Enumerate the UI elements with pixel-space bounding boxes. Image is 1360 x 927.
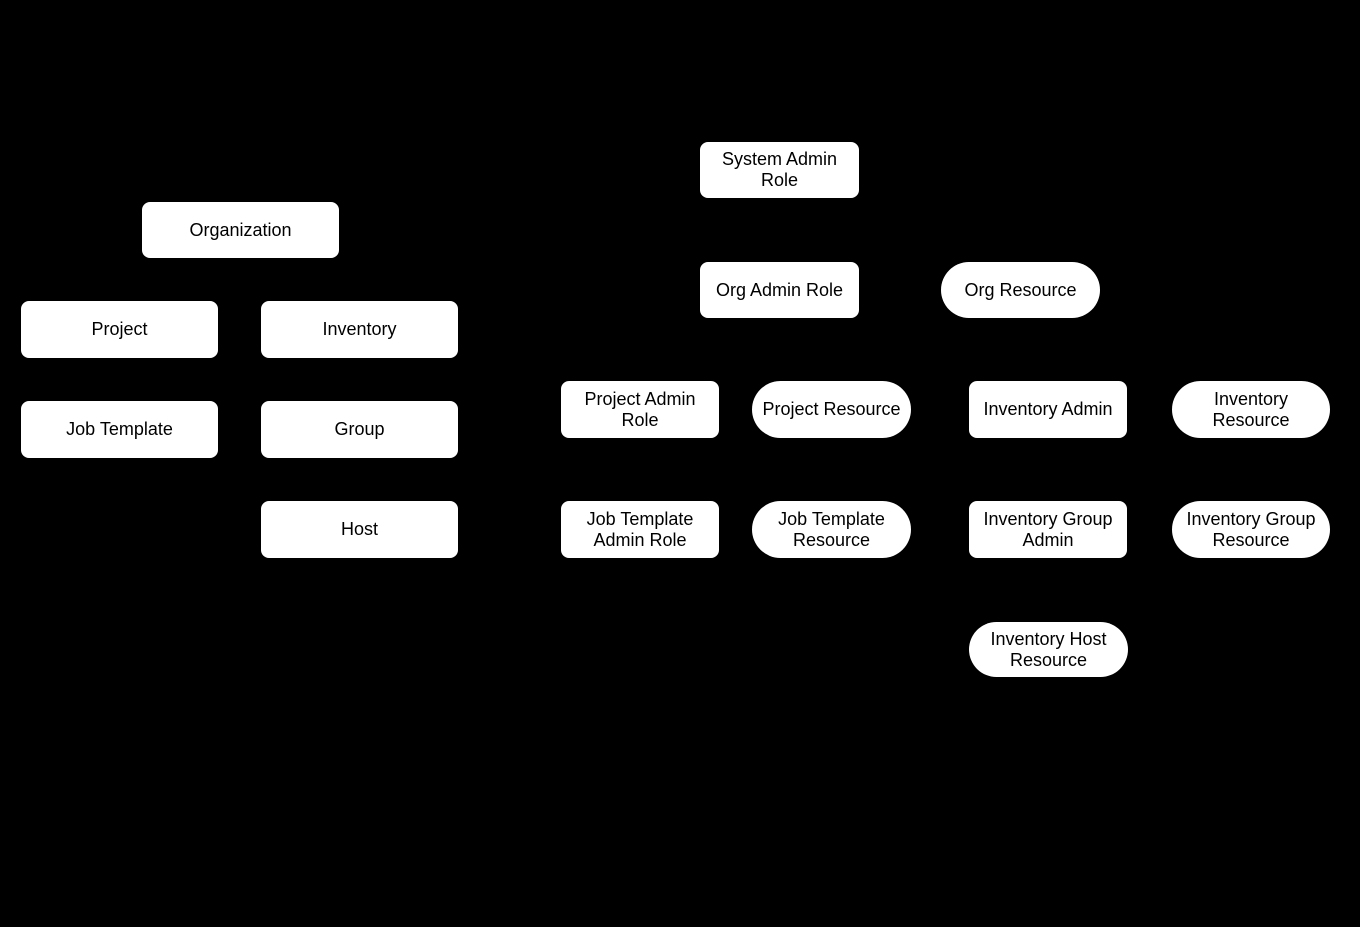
node-job-template-admin-role-label-line2: Admin Role (593, 529, 687, 550)
node-organization-label: Organization (189, 219, 292, 240)
node-org-resource-label: Org Resource (964, 279, 1077, 300)
node-system-admin-role-label-line1: System Admin (721, 149, 838, 169)
node-project-admin-role (561, 381, 719, 438)
node-inventory-group-admin (969, 501, 1127, 558)
node-group-label: Group (334, 419, 385, 439)
node-project-resource-label: Project Resource (762, 399, 901, 419)
node-inventory (261, 301, 458, 358)
node-inventory-group-resource-label-line2: Resource (1212, 529, 1290, 550)
node-organization (142, 202, 339, 258)
node-job-template-label: Job Template (66, 419, 173, 439)
node-project-admin-role-label-line1: Project Admin (584, 388, 696, 409)
node-inventory-host-resource-label-line2: Resource (1009, 649, 1088, 670)
node-project (21, 301, 218, 358)
node-host-label: Host (340, 519, 378, 539)
node-inventory-group-admin-label-line1: Inventory Group (983, 508, 1113, 529)
node-inventory-resource-label-line2: Resource (1212, 409, 1290, 430)
node-org-admin-role-label: Org Admin Role (715, 279, 844, 300)
node-job-template-admin-role (561, 501, 719, 558)
node-inventory-admin-label: Inventory Admin (983, 399, 1113, 419)
node-project-admin-role-label-line2: Role (621, 409, 659, 430)
node-project-label: Project (91, 319, 148, 339)
node-job-template-admin-role-label-line1: Job Template (586, 508, 694, 529)
node-inventory-group-admin-label-line2: Admin (1022, 529, 1074, 550)
node-system-admin-role (700, 142, 859, 198)
node-inventory-host-resource (969, 622, 1128, 677)
node-inventory-admin (969, 381, 1127, 438)
node-inventory-group-resource (1172, 501, 1330, 558)
node-job-template-resource-label-line2: Resource (792, 529, 871, 550)
node-job-template (21, 401, 218, 458)
node-host (261, 501, 458, 558)
node-inventory-group-resource-label-line1: Inventory Group (1186, 508, 1316, 529)
node-inventory-host-resource-label-line1: Inventory Host (990, 628, 1107, 649)
node-project-resource (752, 381, 911, 438)
node-system-admin-role-label-line2: Role (760, 170, 799, 190)
node-job-template-resource (752, 501, 911, 558)
node-inventory-resource (1172, 381, 1330, 438)
node-org-resource (941, 262, 1100, 318)
node-job-template-resource-label-line1: Job Template (778, 508, 885, 529)
node-group (261, 401, 458, 458)
node-inventory-label: Inventory (322, 319, 397, 339)
node-inventory-resource-label-line1: Inventory (1213, 388, 1289, 409)
node-org-admin-role (700, 262, 859, 318)
